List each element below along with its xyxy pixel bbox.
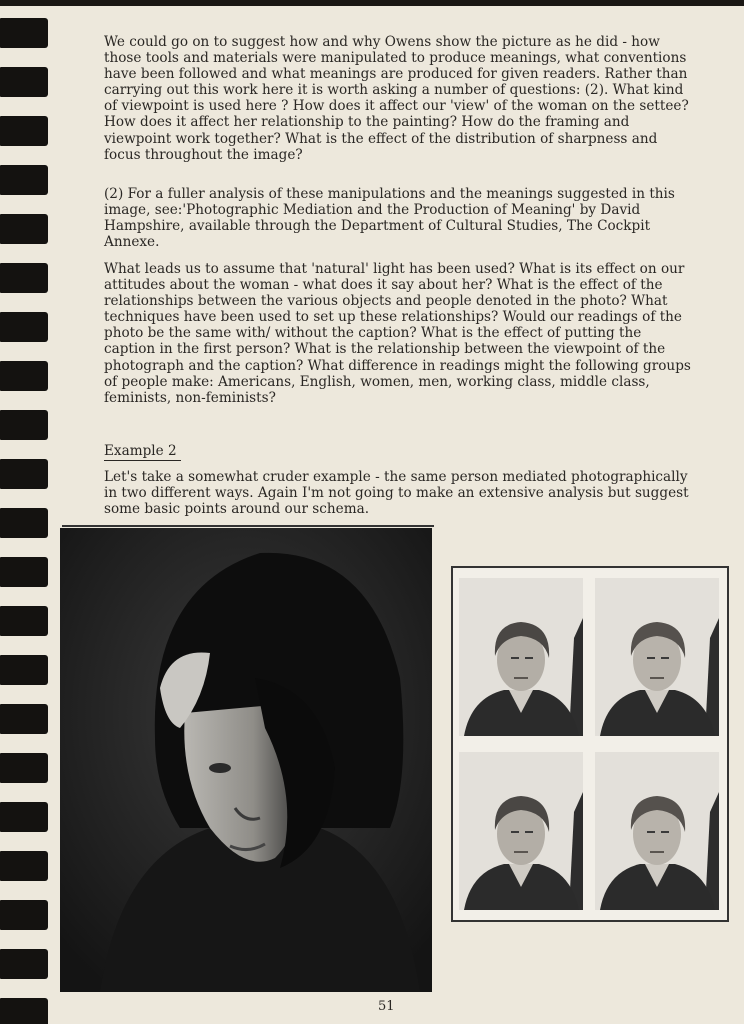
binding-ring	[0, 214, 48, 244]
example-heading: Example 2	[104, 443, 181, 461]
binding-ring	[0, 655, 48, 685]
photobooth-portrait	[459, 752, 583, 910]
photobooth-portrait	[595, 752, 719, 910]
notebook-page	[0, 6, 744, 1024]
photobooth-frame	[595, 578, 719, 736]
binding-ring	[0, 165, 48, 195]
binding-ring	[0, 753, 48, 783]
binding-ring	[0, 263, 48, 293]
binding-ring	[0, 606, 48, 636]
portrait-illustration	[60, 528, 432, 992]
binding-ring	[0, 361, 48, 391]
photobooth-frame	[459, 752, 583, 910]
binding-ring	[0, 508, 48, 538]
binding-ring	[0, 998, 48, 1024]
photobooth-strip	[451, 566, 729, 922]
spiral-binding	[0, 6, 52, 1024]
binding-ring	[0, 851, 48, 881]
binding-ring	[0, 900, 48, 930]
binding-ring	[0, 18, 48, 48]
photobooth-frame	[459, 578, 583, 736]
binding-ring	[0, 67, 48, 97]
paragraph-1: We could go on to suggest how and why Owens show the picture as he did - how those tools and materials were manipulated to produce meanings, what conventions have been followed and what meanings are produced for given readers. Rather than carrying out this work here it is worth asking a number of questions: (2). What kind of viewpoint is used here ? How does it affect our 'view' of the woman on the settee? How does it affect her relationship to the painting? How do the framing and viewpoint work together? What is the effect of the distribution of sharpness and focus throughout the image?	[104, 34, 689, 163]
portrait-photo	[60, 528, 432, 992]
binding-ring	[0, 704, 48, 734]
paragraph-4: Let's take a somewhat cruder example - the same person mediated photographically in two different ways. Again I'm not going to make an extensive analysis but suggest some basic points around our schema.	[104, 469, 689, 518]
binding-ring	[0, 312, 48, 342]
binding-ring	[0, 459, 48, 489]
footnote-2: (2) For a fuller analysis of these manipulations and the meanings suggested in this image, see:'Photographic Mediation and the Production of Meaning' by David Hampshire, available through the Department of Cultural Studies, The Cockpit Annexe.	[104, 186, 675, 251]
photobooth-frame	[595, 752, 719, 910]
binding-ring	[0, 116, 48, 146]
binding-ring	[0, 802, 48, 832]
paragraph-3: What leads us to assume that 'natural' light has been used? What is its effect on our attitudes about the woman - what does it say about her? What is the effect of the relationships between the various objects and people denoted in the photo? What techniques have been used to set up these relationships? Would our readings of the photo be the same with/ without the caption? What is the effect of putting the caption in the first person? What is the relationship between the viewpoint of the photograph and the caption? What difference in readings might the following groups of people make: Americans, English, women, men, working class, middle class, feminists, non-feminists?	[104, 261, 691, 406]
image-rule	[62, 525, 434, 527]
page-number: 51	[378, 999, 395, 1014]
binding-ring	[0, 410, 48, 440]
photobooth-portrait	[595, 578, 719, 736]
binding-ring	[0, 557, 48, 587]
binding-ring	[0, 949, 48, 979]
photobooth-portrait	[459, 578, 583, 736]
